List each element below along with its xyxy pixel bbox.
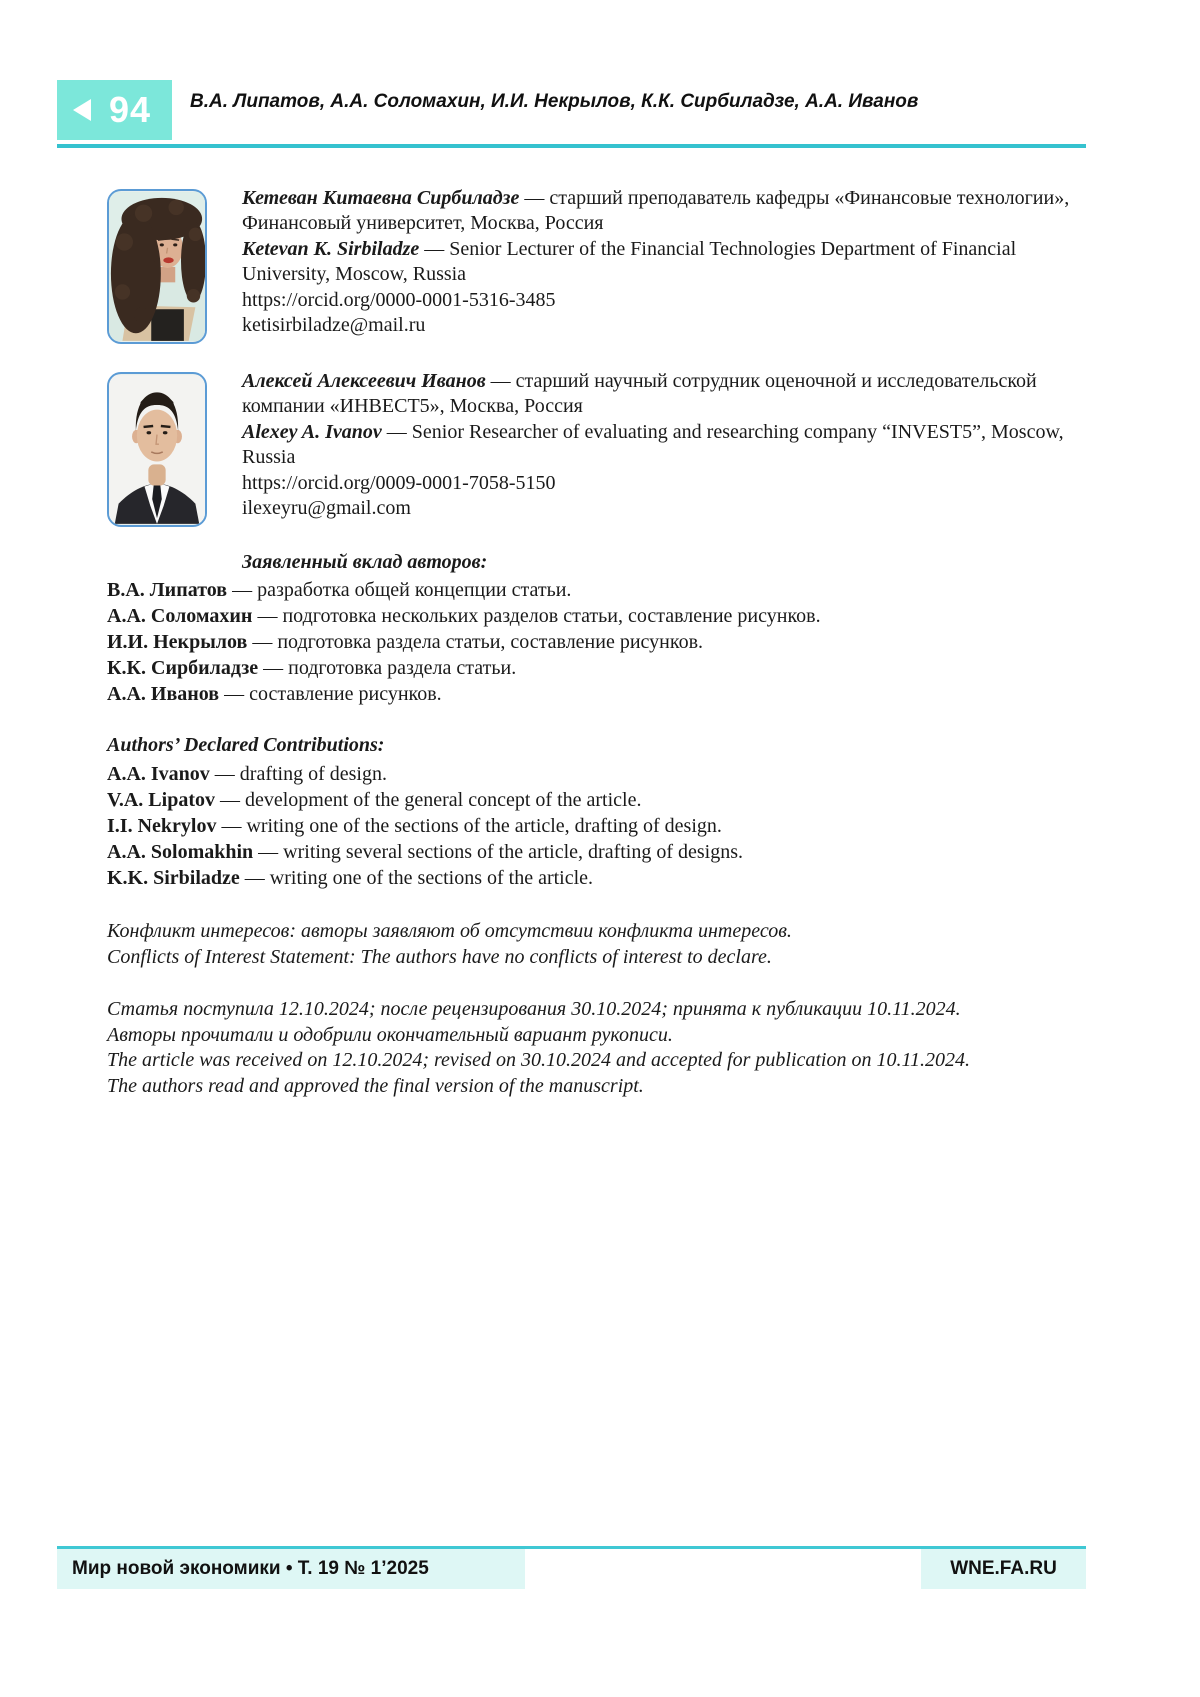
dates-ru-received: Статья поступила 12.10.2024; после рецензирования 30.10.2024; принята к публикации 10.11.2024.: [107, 998, 961, 1020]
email-link[interactable]: ketisirbiladze@mail.ru: [242, 314, 426, 337]
contributions-ru-list: [107, 577, 1092, 707]
header-rule: [57, 144, 1086, 148]
list-item: V.A. Lipatov — development of the general concept of the article.: [107, 789, 642, 811]
author-affiliation-ru: — старший преподаватель кафедры «Финансовые технологии», Финансовый университет, Москва, Россия: [242, 187, 1070, 235]
back-arrow-icon: [73, 99, 91, 121]
list-item: A.A. Ivanov — drafting of design.: [107, 763, 387, 785]
list-item: K.K. Sirbiladze — writing one of the sections of the article.: [107, 867, 594, 889]
list-item: I.I. Nekrylov — writing one of the sections of the article, drafting of design.: [107, 815, 722, 837]
dates-en-received: The article was received on 12.10.2024; revised on 30.10.2024 and accepted for publication on 10.11.2024.: [107, 1049, 971, 1072]
page-number-box: [57, 80, 172, 140]
contributions-en-heading: Authors’ Declared Contributions:: [107, 734, 385, 756]
author-photo-ivanov: [107, 372, 207, 527]
dates-en-approved: The authors read and approved the final version of the manuscript.: [107, 1075, 644, 1098]
list-item: А.А. Иванов — составление рисунков.: [107, 683, 442, 705]
author-affiliation-ru: — старший научный сотрудник оценочной и исследовательской компании «ИНВЕСТ5», Москва, Россия: [242, 370, 1037, 418]
list-item: И.И. Некрылов — подготовка раздела статьи, составление рисунков.: [107, 631, 704, 653]
footer-site-box: [921, 1549, 1086, 1589]
portrait-man-suit-icon: [109, 374, 205, 525]
author-bio-sirbiladze: [242, 186, 1092, 338]
author-name-en: Alexey A. Ivanov: [242, 420, 382, 443]
running-head-authors: В.А. Липатов, А.А. Соломахин, И.И. Некрылов, К.К. Сирбиладзе, А.А. Иванов: [190, 91, 919, 112]
article-dates: [107, 997, 1092, 1100]
author-bio-ivanov: [242, 369, 1092, 521]
list-item: В.А. Липатов — разработка общей концепции статьи.: [107, 579, 572, 601]
journal-site-link[interactable]: WNE.FA.RU: [950, 1558, 1057, 1579]
contributions-en-list: [107, 761, 1092, 891]
list-item: A.A. Solomakhin — writing several sections of the article, drafting of designs.: [107, 841, 744, 863]
author-photo-sirbiladze: [107, 189, 207, 344]
orcid-link[interactable]: https://orcid.org/0009-0001-7058-5150: [242, 471, 556, 494]
footer-journal-title: Мир новой экономики • Т. 19 № 1’2025: [57, 1549, 525, 1589]
conflict-ru: Конфликт интересов: авторы заявляют об отсутствии конфликта интересов.: [107, 920, 792, 942]
author-name-en: Ketevan K. Sirbiladze: [242, 237, 420, 260]
author-affiliation-en: — Senior Lecturer of the Financial Technologies Department of Financial University, Moscow, Russia: [242, 237, 1017, 286]
orcid-link[interactable]: https://orcid.org/0000-0001-5316-3485: [242, 288, 556, 311]
contributions-ru-heading: Заявленный вклад авторов:: [242, 551, 488, 573]
list-item: К.К. Сирбиладзе — подготовка раздела статьи.: [107, 657, 517, 679]
author-name-ru: Алексей Алексеевич Иванов: [242, 370, 486, 392]
conflict-en: Conflicts of Interest Statement: The authors have no conflicts of interest to declare.: [107, 945, 772, 968]
email-link[interactable]: ilexeyru@gmail.com: [242, 497, 411, 520]
author-name-ru: Кетеван Китаевна Сирбиладзе: [242, 187, 520, 209]
dates-ru-approved: Авторы прочитали и одобрили окончательный вариант рукописи.: [107, 1023, 673, 1046]
page-number: 94: [109, 89, 152, 130]
author-affiliation-en: — Senior Researcher of evaluating and researching company “INVEST5”, Moscow, Russia: [242, 420, 1064, 469]
list-item: А.А. Соломахин — подготовка нескольких разделов статьи, составление рисунков.: [107, 605, 821, 627]
portrait-woman-curly-hair-icon: [109, 191, 205, 342]
conflict-of-interest: [107, 919, 1092, 970]
